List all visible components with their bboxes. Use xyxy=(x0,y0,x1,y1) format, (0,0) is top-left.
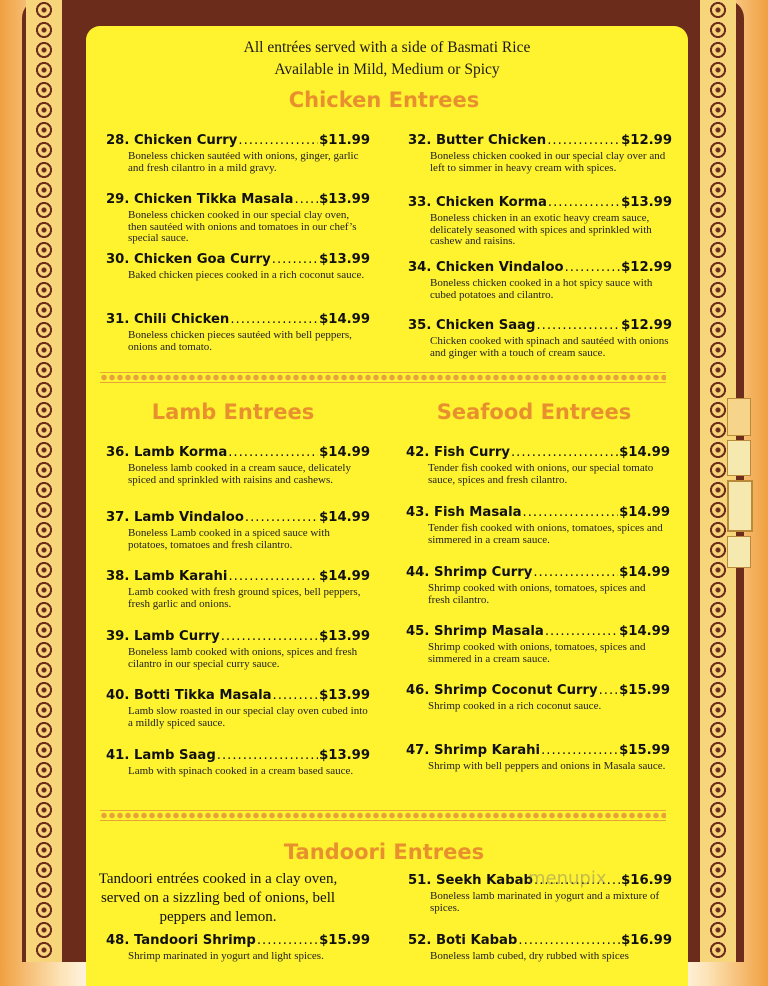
menu-item xyxy=(406,683,670,713)
item-description: Boneless Lamb cooked in a spiced sauce with potatoes, tomatoes and fresh cilantro. xyxy=(128,527,330,551)
menu-item xyxy=(106,312,370,353)
item-name: 39. Lamb Curry xyxy=(106,629,220,644)
item-name: 29. Chicken Tikka Masala xyxy=(106,192,294,207)
menu-item xyxy=(106,192,370,245)
item-price: $14.99 xyxy=(319,569,370,584)
item-name: 44. Shrimp Curry xyxy=(406,565,533,580)
menu-item xyxy=(106,688,370,729)
menu-item xyxy=(106,933,370,963)
menu-item xyxy=(106,252,370,282)
item-description: Shrimp cooked with onions, tomatoes, spices and simmered in a cream sauce. xyxy=(428,641,646,665)
menu-item xyxy=(408,933,672,963)
menu-item xyxy=(406,743,670,773)
item-description: Boneless chicken in an exotic heavy cream sauce, delicately seasoned with spices and sprinkled with cashew and raisins. xyxy=(430,212,652,247)
item-description: Chicken cooked with spinach and sautéed with onions and ginger with a touch of cream sauce. xyxy=(430,335,669,359)
item-price: $16.99 xyxy=(621,873,672,888)
intro-line-1: All entrées served with a side of Basmati Rice xyxy=(243,39,531,56)
item-name: 34. Chicken Vindaloo xyxy=(408,260,564,275)
item-price: $14.99 xyxy=(319,510,370,525)
item-price: $13.99 xyxy=(319,192,370,207)
item-price: $15.99 xyxy=(619,683,670,698)
item-description: Boneless lamb marinated in yogurt and a mixture of spices. xyxy=(430,890,660,914)
item-name: 35. Chicken Saag xyxy=(408,318,536,333)
menu-item xyxy=(408,133,672,174)
menu-item xyxy=(406,505,670,546)
item-name: 43. Fish Masala xyxy=(406,505,522,520)
item-price: $14.99 xyxy=(619,624,670,639)
item-name: 45. Shrimp Masala xyxy=(406,624,544,639)
item-description: Shrimp cooked in a rich coconut sauce. xyxy=(428,700,602,712)
item-price: $15.99 xyxy=(619,743,670,758)
item-description: Boneless lamb cooked in a cream sauce, delicately spiced and sprinkled with raisins and cashews. xyxy=(128,462,351,486)
item-price: $14.99 xyxy=(319,312,370,327)
item-description: Boneless lamb cooked with onions, spices and fresh cilantro in our special curry sauce. xyxy=(128,646,358,670)
item-description: Shrimp with bell peppers and onions in Masala sauce. xyxy=(428,760,666,772)
item-name: 42. Fish Curry xyxy=(406,445,510,460)
item-name: 46. Shrimp Coconut Curry xyxy=(406,683,598,698)
item-price: $13.99 xyxy=(319,629,370,644)
item-price: $14.99 xyxy=(319,445,370,460)
item-name: 36. Lamb Korma xyxy=(106,445,228,460)
section-title-chicken: Chicken Entrees xyxy=(288,88,480,112)
menu-item xyxy=(406,565,670,606)
item-description: Lamb cooked with fresh ground spices, bell peppers, fresh garlic and onions. xyxy=(128,586,361,610)
item-description: Tender fish cooked with onions, tomatoes, spices and simmered in a cream sauce. xyxy=(428,522,663,546)
item-price: $13.99 xyxy=(319,252,370,267)
page-thumbnail[interactable] xyxy=(727,398,751,436)
item-description: Boneless lamb cubed, dry rubbed with spices xyxy=(430,950,629,962)
menu-item xyxy=(106,748,370,778)
watermark: menupix xyxy=(528,868,607,889)
menu-intro xyxy=(86,37,688,81)
section-title-seafood: Seafood Entrees xyxy=(436,400,632,424)
menu-item xyxy=(106,629,370,670)
page-thumbnail[interactable] xyxy=(727,480,753,532)
menu-item xyxy=(408,195,672,248)
page-thumbnail[interactable] xyxy=(727,440,751,476)
item-description: Shrimp marinated in yogurt and light spices. xyxy=(128,950,324,962)
item-name: 33. Chicken Korma xyxy=(408,195,547,210)
item-name: 47. Shrimp Karahi xyxy=(406,743,541,758)
item-description: Lamb with spinach cooked in a cream based sauce. xyxy=(128,765,354,777)
section-divider xyxy=(100,372,666,383)
item-description: Shrimp cooked with onions, tomatoes, spices and fresh cilantro. xyxy=(428,582,646,606)
page-thumbnail[interactable] xyxy=(727,536,751,568)
menu-item xyxy=(106,133,370,174)
item-price: $12.99 xyxy=(621,318,672,333)
menu-item xyxy=(106,510,370,551)
item-price: $15.99 xyxy=(319,933,370,948)
item-name: 37. Lamb Vindaloo xyxy=(106,510,244,525)
item-description: Boneless chicken cooked in our special clay oven, then sautéed with onions and tomatoes in our chef’s special sauce. xyxy=(128,209,357,244)
item-price: $11.99 xyxy=(319,133,370,148)
item-name: 40. Botti Tikka Masala xyxy=(106,688,272,703)
page-thumbnails xyxy=(727,398,755,572)
item-description: Boneless chicken cooked in a hot spicy sauce with cubed potatoes and cilantro. xyxy=(430,277,653,301)
item-price: $12.99 xyxy=(621,133,672,148)
item-name: 51. Seekh Kabab xyxy=(408,873,533,888)
item-price: $13.99 xyxy=(319,688,370,703)
item-name: 41. Lamb Saag xyxy=(106,748,216,763)
item-description: Boneless chicken sautéed with onions, ginger, garlic and fresh cilantro in a mild gravy. xyxy=(128,150,359,174)
item-description: Lamb slow roasted in our special clay oven cubed into a mildly spiced sauce. xyxy=(128,705,368,729)
tandoori-intro: Tandoori entrées cooked in a clay oven, served on a sizzling bed of onions, bell peppers and lemon. xyxy=(98,871,338,925)
menu-item xyxy=(406,624,670,665)
item-name: 28. Chicken Curry xyxy=(106,133,238,148)
item-price: $14.99 xyxy=(619,505,670,520)
section-title-lamb: Lamb Entrees xyxy=(151,400,315,424)
item-name: 38. Lamb Karahi xyxy=(106,569,228,584)
item-description: Boneless chicken cooked in our special clay over and left to simmer in heavy cream with spices. xyxy=(430,150,666,174)
item-price: $14.99 xyxy=(619,565,670,580)
item-description: Tender fish cooked with onions, our special tomato sauce, spices and fresh cilantro. xyxy=(428,462,654,486)
item-price: $13.99 xyxy=(621,195,672,210)
item-name: 32. Butter Chicken xyxy=(408,133,547,148)
item-description: Boneless chicken pieces sautéed with bell peppers, onions and tomato. xyxy=(128,329,352,353)
item-price: $14.99 xyxy=(619,445,670,460)
item-price: $12.99 xyxy=(621,260,672,275)
item-name: 30. Chicken Goa Curry xyxy=(106,252,271,267)
item-description: Baked chicken pieces cooked in a rich coconut sauce. xyxy=(128,269,365,281)
item-name: 48. Tandoori Shrimp xyxy=(106,933,256,948)
intro-line-2: Available in Mild, Medium or Spicy xyxy=(274,61,500,78)
section-title-tandoori: Tandoori Entrees xyxy=(283,840,485,864)
item-price: $16.99 xyxy=(621,933,672,948)
item-name: 31. Chili Chicken xyxy=(106,312,230,327)
menu-item xyxy=(408,318,672,359)
item-price: $13.99 xyxy=(319,748,370,763)
menu-item xyxy=(408,260,672,301)
menu-item xyxy=(106,445,370,486)
menu-item xyxy=(106,569,370,610)
section-divider xyxy=(100,810,666,821)
item-name: 52. Boti Kabab xyxy=(408,933,518,948)
menu-item xyxy=(406,445,670,486)
